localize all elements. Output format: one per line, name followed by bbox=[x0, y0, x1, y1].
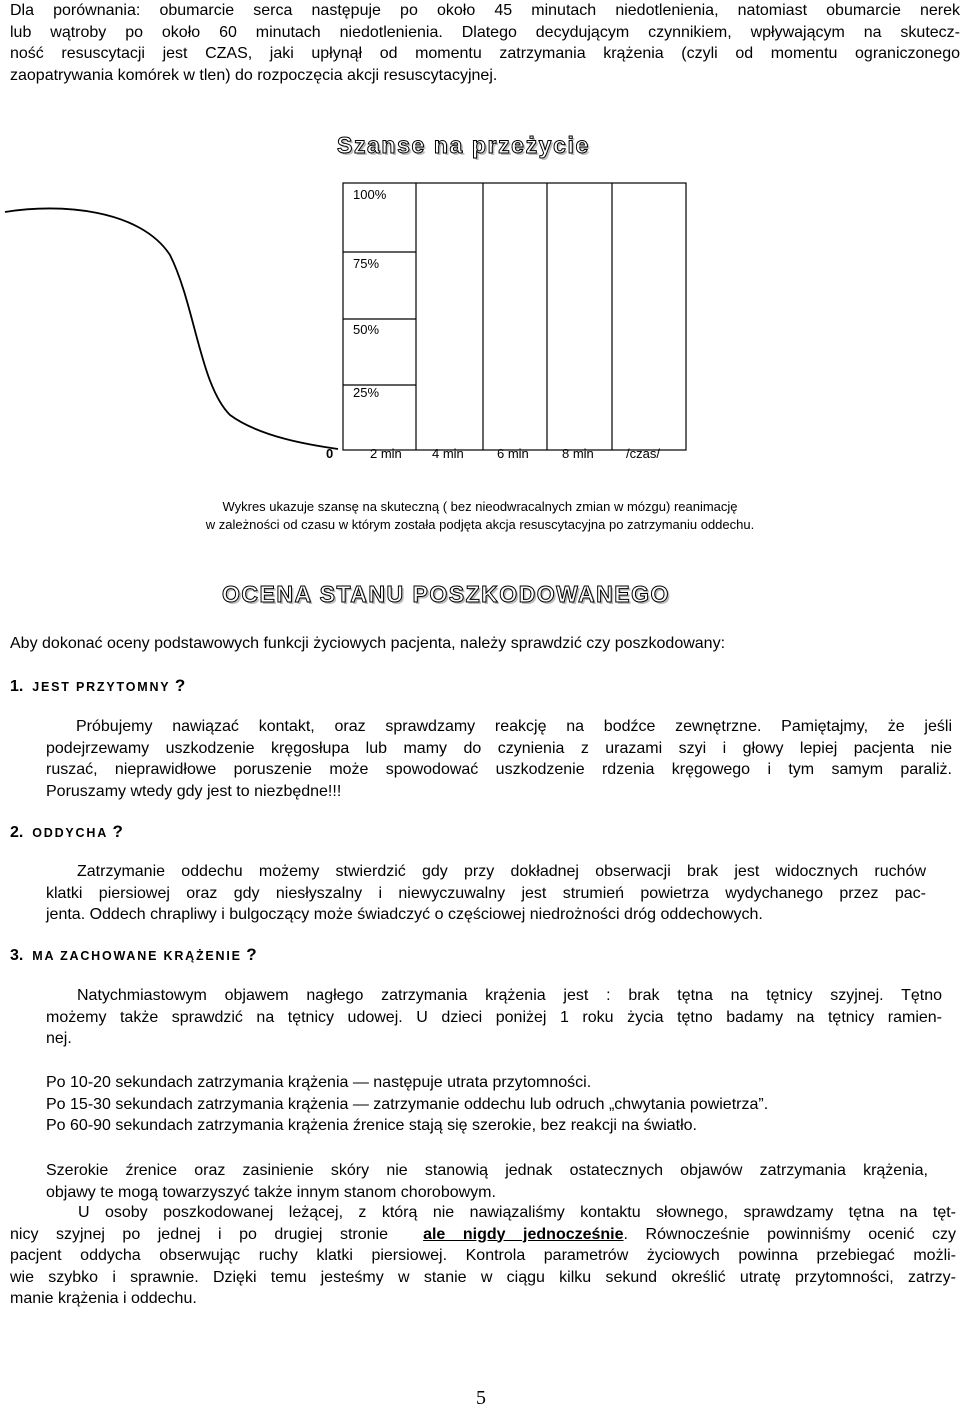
timeline-item: Po 60-90 sekundach zatrzymania krążenia źrenice stają się szerokie, bez reakcji na światło. bbox=[46, 1117, 697, 1134]
y-tick-label: 100% bbox=[353, 187, 387, 202]
text-line: Natychmiastowym objawem nagłego zatrzymania krążenia jest : brak tętna na tętnicy szyjnej. Tętno bbox=[77, 987, 942, 1004]
text-line: objawy te mogą towarzyszyć także innym stanom chorobowym. bbox=[46, 1183, 496, 1201]
text-fragment: nicy szyjnej po jednej i po drugiej stronie bbox=[10, 1225, 388, 1243]
pupils-note bbox=[46, 1160, 928, 1203]
question-number: 2. bbox=[10, 824, 24, 841]
question-1-text bbox=[46, 716, 952, 802]
survival-curve bbox=[5, 208, 338, 449]
text-line: Próbujemy nawiązać kontakt, oraz sprawdzamy reakcję na bodźce zewnętrzne. Pamiętajmy, że jeśli bbox=[76, 718, 952, 735]
chart-frame bbox=[343, 183, 686, 450]
caption-line: Wykres ukazuje szansę na skuteczną ( bez nieodwracalnych zmian w mózgu) reanimację bbox=[222, 499, 738, 514]
survival-chart bbox=[0, 175, 700, 475]
x-tick-label: 2 min bbox=[370, 446, 402, 461]
y-tick-label: 75% bbox=[353, 256, 380, 271]
x-tick-label: 6 min bbox=[497, 446, 529, 461]
text-fragment: . Równocześnie powinniśmy ocenić czy bbox=[623, 1225, 956, 1243]
text-line: klatki piersiowej oraz gdy niesłyszalny i niewyczuwalny jest strumień powietrza wydychanego przez pac- bbox=[46, 884, 926, 902]
x-tick-label: 4 min bbox=[432, 446, 464, 461]
timeline-item: Po 15-30 sekundach zatrzymania krążenia — zatrzymanie oddechu lub odruch „chwytania powietrza”. bbox=[46, 1095, 769, 1113]
chart-title: Szanse na przeżycie bbox=[337, 132, 590, 158]
circulation-timeline bbox=[46, 1072, 768, 1137]
question-1-heading bbox=[10, 676, 185, 696]
question-number: 1. bbox=[10, 678, 24, 695]
question-number: 3. bbox=[10, 947, 24, 964]
text-line: pacjent oddycha obserwując ruchy klatki piersiowej. Kontrola parametrów życiowych powinna przebiegać możli- bbox=[10, 1247, 956, 1264]
question-2-text bbox=[46, 861, 926, 926]
x-axis bbox=[0, 446, 700, 466]
section-title: OCENA STANU POSZKODOWANEGO bbox=[222, 581, 670, 607]
question-3-heading bbox=[10, 945, 257, 965]
question-mark: ? bbox=[112, 822, 123, 841]
question-mark: ? bbox=[246, 945, 257, 964]
caption-line: w zależności od czasu w którym została podjęta akcja resuscytacyjna po zatrzymaniu oddechu. bbox=[205, 517, 755, 532]
question-3-text bbox=[46, 985, 942, 1050]
question-mark: ? bbox=[174, 676, 186, 695]
text-line bbox=[10, 1224, 956, 1246]
page-number: 5 bbox=[476, 1387, 486, 1409]
text-line: Szerokie źrenice oraz zasinienie skóry nie stanowią jednak ostatecznych objawów zatrzymania krążenia, bbox=[46, 1162, 928, 1179]
text-line: manie krążenia i oddechu. bbox=[10, 1290, 197, 1307]
x-tick-label: 0 bbox=[326, 446, 334, 461]
y-tick-label: 25% bbox=[353, 385, 380, 400]
text-line: Zatrzymanie oddechu możemy stwierdzić gdy przy dokładnej obserwacji brak jest widocznych ruchów bbox=[77, 863, 926, 880]
question-2-heading bbox=[10, 822, 123, 842]
text-line: U osoby poszkodowanej leżącej, z którą nie nawiązaliśmy kontaktu słownego, sprawdzamy tętna na tęt- bbox=[78, 1204, 956, 1221]
intro-line: lub wątroby po około 60 minutach niedotlenienia. Dlatego decydującym czynnikiem, wpływającym na skutecz- bbox=[10, 23, 960, 41]
text-line: podejrzewamy uszkodzenie kręgosłupa lub mamy do czynienia z urazami szyi i głowy lepiej pacjenta nie bbox=[46, 739, 952, 757]
section-intro: Aby dokonać oceny podstawowych funkcji życiowych pacjenta, należy sprawdzić czy poszkodowany: bbox=[10, 635, 726, 652]
y-tick-label: 50% bbox=[353, 322, 380, 337]
timeline-item: Po 10-20 sekundach zatrzymania krążenia — następuje utrata przytomności. bbox=[46, 1074, 592, 1091]
intro-line: ność resuscytacji jest CZAS, jaki upłynął od momentu zatrzymania krążenia (czyli od momentu ograniczonego bbox=[10, 45, 960, 62]
text-line: wie szybko i sprawnie. Dzięki temu jesteśmy w stanie w ciągu kilku sekund określić utratę przytomności, zatrzy- bbox=[10, 1268, 956, 1286]
chart-caption bbox=[0, 498, 960, 534]
final-paragraph bbox=[10, 1202, 956, 1310]
x-tick-label: 8 min bbox=[562, 446, 594, 461]
text-line: nej. bbox=[46, 1030, 72, 1047]
text-line: możemy także sprawdzić na tętnicy udowej. U dzieci poniżej 1 roku życia tętno badamy na tętnicy ramien- bbox=[46, 1008, 942, 1026]
text-line: jenta. Oddech chrapliwy i bulgoczący może świadczyć o częściowej niedrożności dróg oddechowych. bbox=[46, 906, 763, 923]
text-line: ruszać, nieprawidłowe poruszenie może spowodować uszkodzenie rdzenia kręgowego i tym samym paraliż. bbox=[46, 761, 952, 778]
intro-line: Dla porównania: obumarcie serca następuje po około 45 minutach niedotlenienia, natomiast obumarcie nerek bbox=[10, 2, 960, 19]
intro-paragraph bbox=[10, 0, 960, 86]
intro-line: zaopatrywania komórek w tlen) do rozpoczęcia akcji resuscytacyjnej. bbox=[10, 66, 498, 84]
x-tick-label: /czas/ bbox=[626, 446, 660, 461]
emphasis-text: ale nigdy jednocześnie bbox=[423, 1225, 624, 1243]
text-line: Poruszamy wtedy gdy jest to niezbędne!!! bbox=[46, 782, 342, 800]
question-title: ODDYCHA bbox=[32, 826, 109, 840]
question-title: JEST PRZYTOMNY bbox=[32, 680, 171, 694]
question-title: MA ZACHOWANE KRĄŻENIE bbox=[32, 949, 242, 963]
